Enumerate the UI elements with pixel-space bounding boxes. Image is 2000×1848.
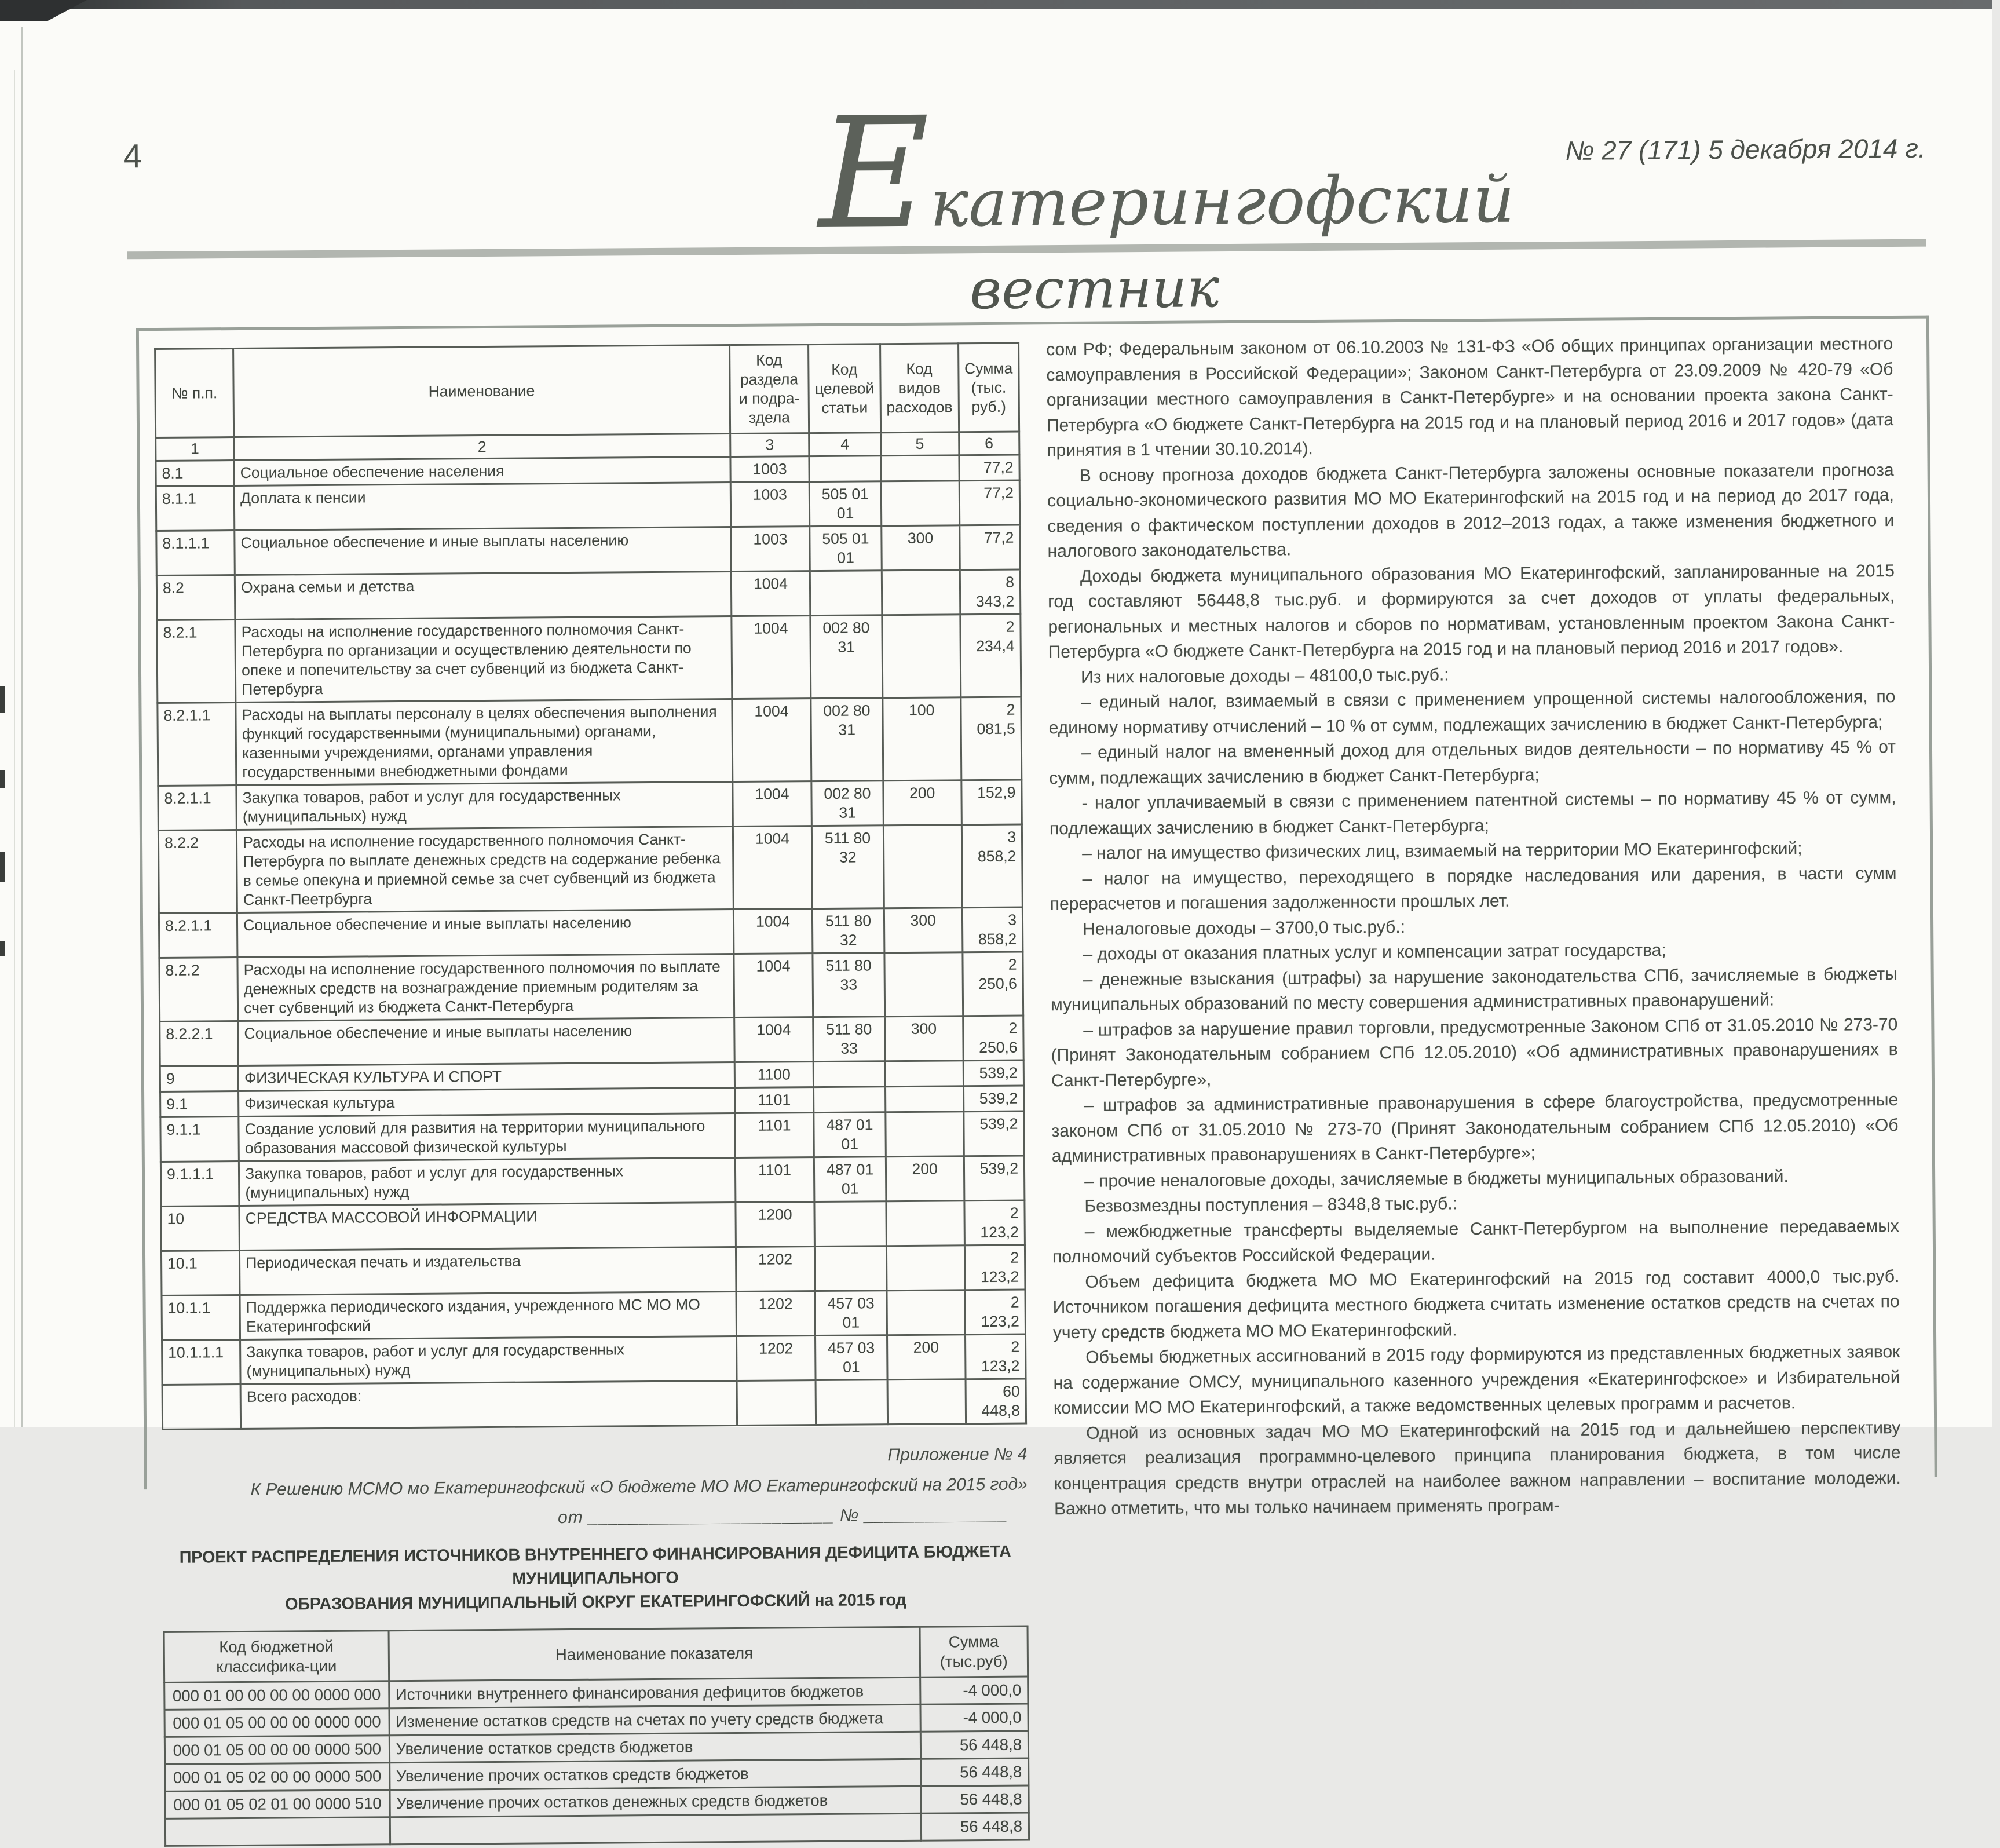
row-type-code-cell: 200 <box>883 780 961 826</box>
deficit-heading-line2: ОБРАЗОВАНИЯ МУНИЦИПАЛЬНЫЙ ОКРУГ ЕКАТЕРИНГОФСКИЙ на 2015 год <box>284 1590 906 1614</box>
table-row <box>161 1245 1025 1295</box>
paragraph: – единый налог на вмененный доход для отдельных видов деятельности – по нормативу 45 % от сумм, подлежащих зачислению в бюджет Санкт-Петербурга; <box>1049 737 1896 788</box>
article-column <box>1046 331 1901 1522</box>
row-indicator-name-cell: Увеличение остатков средств бюджетов <box>389 1732 920 1762</box>
row-amount-cell: 56 448,8 <box>921 1785 1029 1813</box>
row-type-code-cell <box>886 1246 965 1291</box>
row-amount-cell: 77,2 <box>959 480 1020 525</box>
paragraph: Безвозмездны поступления – 8348,8 тыс.руб.: <box>1084 1194 1458 1216</box>
row-amount-cell: 539,2 <box>963 1060 1024 1086</box>
row-indicator-name-cell: Увеличение прочих остатков средств бюджетов <box>389 1759 920 1789</box>
appendix-date-line: от ________________________ № ______________ <box>557 1504 1008 1528</box>
row-section-code-cell: 1101 <box>734 1087 814 1113</box>
left-column <box>154 342 1030 1847</box>
row-name-cell: Закупка товаров, работ и услуг для государственных (муниципальных) нужд <box>236 782 733 830</box>
row-article-code-cell: 002 80 31 <box>811 698 883 781</box>
row-type-code-cell <box>885 1061 963 1087</box>
row-indicator-name-cell: Увеличение прочих остатков денежных средств бюджетов <box>390 1786 921 1817</box>
row-number-cell: 8.1.1.1 <box>156 531 235 576</box>
paragraph: – штрафов за нарушение правил торговли, предусмотренные Законом СПб от 31.05.2010 № 273-70 (Принят Законодательным собранием СПб 12.05.2010) «Об административных правонарушениях в Санкт-Петербурге», <box>1051 1014 1898 1090</box>
row-amount-cell: 60 448,8 <box>966 1379 1026 1424</box>
row-name-cell: Социальное обеспечение и иные выплаты населению <box>235 527 731 575</box>
row-article-code-cell <box>809 456 881 482</box>
table-row <box>158 780 1022 830</box>
deficit-heading <box>163 1540 1029 1617</box>
row-name-cell: Поддержка периодического издания, учрежденного МС МО МО Екатерингофский <box>240 1292 736 1340</box>
row-name-cell: Расходы на исполнение государственного полномочия по выплате денежных средств на вознаграждение приемным родителям за счет субвенций из бюджета Санкт-Петербурга <box>237 954 734 1021</box>
row-amount-cell: 2 234,4 <box>960 614 1021 697</box>
row-section-code-cell: 1202 <box>736 1291 816 1336</box>
row-number-cell: 8.2 <box>156 575 235 620</box>
paragraph: – межбюджетные трансферты выделяемые Санкт-Петербургом на выполнение передаваемых полномочий субъектов Российской Федерации. <box>1052 1216 1899 1267</box>
table-row <box>161 1200 1025 1251</box>
row-number-cell: 8.2.2 <box>159 958 238 1022</box>
table-header-row <box>155 343 1019 437</box>
column-number: 3 <box>730 433 809 457</box>
paragraph: В основу прогноза доходов бюджета Санкт-Петербурга заложены основные показатели прогноза социально-экономического развития МО МО Екатерингофский на 2015 год и на период до 2017 года, сведения о фактическом поступлении доходов в 2012–2013 годах, а также изменения бюджетного и налогового законодательства. <box>1047 460 1895 561</box>
row-section-code-cell: 1004 <box>731 616 811 699</box>
row-number-cell: 8.2.2.1 <box>160 1021 239 1067</box>
row-classification-code-cell: 000 01 05 02 00 00 0000 500 <box>165 1763 390 1792</box>
row-amount-cell: 2 123,2 <box>964 1200 1025 1246</box>
row-section-code-cell: 1200 <box>736 1202 815 1247</box>
page-number: 4 <box>123 137 142 176</box>
row-number-cell: 9.1 <box>160 1091 239 1117</box>
row-type-code-cell <box>882 615 960 698</box>
table-row <box>159 952 1023 1021</box>
row-name-cell: Закупка товаров, работ и услуг для государственных (муниципальных) нужд <box>240 1336 737 1385</box>
row-name-cell: Доплата к пенсии <box>234 483 730 531</box>
row-number-cell <box>162 1384 241 1429</box>
table-row <box>165 1813 1029 1846</box>
row-article-code-cell <box>814 1201 886 1247</box>
row-name-cell: Создание условий для развития на территории муниципального образования массовой физической культуры <box>239 1113 735 1162</box>
table-row <box>160 1156 1025 1206</box>
row-name-cell: Социальное обеспечение населения <box>234 457 730 486</box>
paragraph: Доходы бюджета муниципального образования МО Екатерингофский, запланированные на 2015 год составляют 56448,8 тыс.руб. и формируются за счет доходов от уплаты федеральных, региональных и местных налогов и сборов по нормативам, установленным проектом Закона Санкт-Петербурга «О бюджете Санкт-Петербурга на 2015 год и на плановый период 2016 и 2017 годов». <box>1048 561 1895 662</box>
row-number-cell: 8.1.1 <box>156 486 235 531</box>
row-number-cell: 8.1 <box>156 461 234 487</box>
row-number-cell: 10.1 <box>161 1251 240 1296</box>
row-name-cell: Охрана семьи и детства <box>235 572 731 620</box>
row-article-code-cell: 002 80 31 <box>810 615 882 699</box>
row-type-code-cell <box>885 1086 963 1112</box>
row-article-code-cell: 511 80 33 <box>813 953 884 1017</box>
row-section-code-cell: 1003 <box>730 527 810 572</box>
table-row <box>162 1379 1026 1429</box>
row-name-cell: Расходы на исполнение государственного полномочия Санкт-Петербурга по выплате денежных средств на содержание ребенка в семье опекуна и приемной семье за счет субвенций из бюджета Санкт-Пеетрбурга <box>237 827 733 913</box>
appendix-label: Приложение № 4 <box>887 1444 1028 1465</box>
col-header-name: Наименование <box>233 345 730 437</box>
deficit-heading-line1: ПРОЕКТ РАСПРЕДЕЛЕНИЯ ИСТОЧНИКОВ ВНУТРЕННЕГО ФИНАНСИРОВАНИЯ ДЕФИЦИТА БЮДЖЕТА МУНИЦИПАЛЬНОГО <box>179 1542 1011 1588</box>
row-number-cell: 8.2.1.1 <box>159 913 237 958</box>
row-article-code-cell <box>816 1380 887 1425</box>
table-row <box>158 824 1022 913</box>
row-type-code-cell: 200 <box>887 1335 966 1380</box>
row-classification-code-cell: 000 01 00 00 00 00 0000 000 <box>164 1681 389 1710</box>
col-header-type: Код видов расходов <box>880 344 959 433</box>
row-section-code-cell: 1003 <box>730 456 810 483</box>
row-amount-cell: 77,2 <box>959 455 1020 481</box>
row-name-cell: СРЕДСТВА МАССОВОЙ ИНФОРМАЦИИ <box>239 1203 736 1251</box>
row-section-code-cell: 1004 <box>732 699 811 782</box>
paragraph: Объем дефицита бюджета МО МО Екатерингофский на 2015 год составит 4000,0 тыс.руб. Источником погашения дефицита местного бюджета считать изменение остатков средств на счетах по учету средств бюджета МО МО Екатерингофский. <box>1052 1266 1900 1342</box>
row-article-code-cell: 511 80 32 <box>813 908 884 954</box>
col-header-num: № п.п. <box>155 349 234 438</box>
table-row <box>156 569 1021 620</box>
row-type-code-cell <box>882 570 960 615</box>
col-header-indicator: Наименование показателя <box>389 1627 920 1681</box>
paragraph: сом РФ; Федеральным законом от 06.10.2003 № 131-ФЗ «Об общих принципах организации местного самоуправления в Российской Федерации»; Законом Санкт-Петербурга от 23.09.2009 № 420-79 «Об организации местного самоуправления в Санкт-Петербурге» и на основании проекта закона Санкт-Петербурга «О бюджете Санкт-Петербурга на 2015 год и на плановый период 2016 и 2017 годов» (дата принятия в 1 чтении 30.10.2014). <box>1046 334 1894 461</box>
row-number-cell: 10 <box>161 1206 240 1251</box>
paragraph: - налог уплачиваемый в связи с применением патентной системы – по нормативу 45 % от сумм, подлежащих зачислению в бюджет Санкт-Петербурга; <box>1049 788 1896 838</box>
row-type-code-cell <box>883 825 962 908</box>
row-amount-cell: 152,9 <box>961 780 1022 825</box>
row-amount-cell: -4 000,0 <box>920 1677 1028 1704</box>
row-amount-cell: 539,2 <box>964 1111 1025 1156</box>
appendix-reference: К Решению МСМО мо Екатерингофский «О бюджете МО МО Екатерингофский на 2015 год» <box>250 1474 1028 1499</box>
appendix-block <box>162 1440 1028 1536</box>
row-amount-cell: 2 123,2 <box>965 1334 1026 1379</box>
row-name-cell: Расходы на выплаты персоналу в целях обеспечения выполнения функций государственными (муниципальными) органами, казенными учреждениями, органами управления государственными внебюджетными фондами <box>236 699 732 786</box>
row-amount-cell: 8 343,2 <box>960 569 1021 615</box>
row-section-code-cell <box>737 1380 816 1426</box>
row-article-code-cell <box>814 1061 886 1087</box>
row-section-code-cell: 1101 <box>734 1113 814 1158</box>
row-section-code-cell: 1004 <box>734 1017 813 1062</box>
row-amount-cell: 2 081,5 <box>961 697 1022 780</box>
paragraph: Одной из основных задач МО МО Екатерингофский на 2015 год и дальнейшею перспективу является реализация программно-целевого принципа планирования бюджета, в том числе концентрация средств внутри отраслей на наиболее важном направлении – воспитание молодежи. Важно отметить, что мы только начинаем применять програм- <box>1054 1418 1901 1519</box>
row-type-code-cell: 100 <box>882 697 961 781</box>
row-amount-cell: 539,2 <box>963 1086 1024 1112</box>
row-section-code-cell: 1100 <box>734 1062 814 1088</box>
row-amount-cell: 56 448,8 <box>920 1731 1029 1759</box>
row-type-code-cell <box>887 1379 966 1425</box>
column-number: 5 <box>880 432 959 456</box>
column-number: 4 <box>809 433 881 456</box>
row-name-cell: Периодическая печать и издательства <box>240 1247 736 1295</box>
row-type-code-cell: 200 <box>886 1156 964 1201</box>
row-article-code-cell: 505 01 01 <box>810 481 882 527</box>
row-section-code-cell: 1004 <box>731 571 810 616</box>
row-classification-code-cell <box>165 1817 390 1846</box>
row-article-code-cell: 511 80 32 <box>812 826 884 909</box>
table-row <box>157 614 1021 703</box>
row-type-code-cell: 300 <box>884 1016 963 1061</box>
row-article-code-cell: 487 01 01 <box>814 1157 886 1202</box>
row-section-code-cell: 1004 <box>734 954 813 1018</box>
budget-expense-table <box>154 342 1027 1430</box>
row-number-cell: 10.1.1 <box>162 1295 240 1340</box>
col-header-article: Код целевой статьи <box>809 344 880 433</box>
paragraph: – единый налог, взимаемый в связи с применением упрощенной системы налогообложения, по единому нормативу отчислений – 10 % от сумм, подлежащих зачислению в бюджет Санкт-Петербурга; <box>1048 687 1896 737</box>
row-type-code-cell <box>885 1112 964 1157</box>
row-section-code-cell: 1101 <box>735 1157 814 1203</box>
table-row <box>160 1016 1024 1066</box>
row-classification-code-cell: 000 01 05 00 00 00 0000 500 <box>164 1736 389 1765</box>
row-name-cell: ФИЗИЧЕСКАЯ КУЛЬТУРА И СПОРТ <box>238 1062 734 1091</box>
table-header-row <box>164 1626 1028 1682</box>
row-amount-cell: 56 448,8 <box>920 1758 1029 1786</box>
column-number: 6 <box>959 432 1019 455</box>
row-indicator-name-cell: Источники внутреннего финансирования дефицитов бюджетов <box>389 1677 920 1708</box>
newspaper-title: Екатерингофский <box>817 85 1515 263</box>
row-type-code-cell <box>881 481 960 526</box>
row-section-code-cell: 1004 <box>733 909 813 954</box>
row-type-code-cell <box>884 952 963 1017</box>
row-number-cell: 10.1.1.1 <box>162 1339 241 1385</box>
row-name-cell: Закупка товаров, работ и услуг для государственных (муниципальных) нужд <box>239 1158 736 1206</box>
row-type-code-cell: 300 <box>884 908 963 953</box>
row-amount-cell: 2 123,2 <box>964 1245 1025 1290</box>
row-article-code-cell <box>810 571 882 616</box>
row-number-cell: 8.2.1 <box>157 620 236 703</box>
row-classification-code-cell: 000 01 05 02 01 00 0000 510 <box>165 1790 390 1819</box>
column-number: 1 <box>156 437 234 461</box>
table-row <box>162 1334 1026 1385</box>
row-article-code-cell <box>815 1246 887 1291</box>
row-indicator-name-cell: Изменение остатков средств на счетах по учету средств бюджета <box>389 1704 920 1735</box>
row-article-code-cell: 511 80 33 <box>813 1017 885 1062</box>
paragraph: Неналоговые доходы – 3700,0 тыс.руб.: <box>1083 917 1406 939</box>
col-header-amount: Сумма (тыс. руб.) <box>958 343 1019 432</box>
row-amount-cell: 56 448,8 <box>921 1813 1029 1840</box>
row-article-code-cell: 457 03 01 <box>816 1335 887 1380</box>
table-row <box>159 907 1023 958</box>
paragraph: – денежные взыскания (штрафы) за нарушение законодательства СПб, зачисляемые в бюджеты муниципальных образований по месту совершения административных правонарушений: <box>1050 964 1897 1015</box>
row-article-code-cell: 505 01 01 <box>810 526 882 571</box>
row-amount-cell: 2 250,6 <box>963 952 1023 1016</box>
paragraph: – налог на имущество, переходящего в порядке наследования или дарения, в части сумм перерасчетов и погашения задолженности прошлых лет. <box>1050 863 1897 914</box>
row-article-code-cell: 002 80 31 <box>811 781 883 826</box>
row-number-cell: 8.2.1.1 <box>158 703 236 786</box>
row-amount-cell: 2 123,2 <box>965 1290 1026 1335</box>
newspaper-subtitle: вестник <box>970 257 1220 322</box>
row-amount-cell: -4 000,0 <box>920 1704 1029 1732</box>
issue-date: № 27 (171) 5 декабря 2014 г. <box>1565 133 1926 166</box>
paragraph: – налог на имущество физических лиц, взимаемый на территории МО Екатерингофский; <box>1082 839 1802 863</box>
col-header-amount: Сумма (тыс.руб) <box>920 1626 1028 1677</box>
row-amount-cell: 3 858,2 <box>961 824 1022 908</box>
row-amount-cell: 2 250,6 <box>963 1016 1023 1061</box>
paragraph: – прочие неналоговые доходы, зачисляемые в бюджеты муниципальных образований. <box>1084 1166 1789 1191</box>
row-indicator-name-cell <box>390 1813 921 1844</box>
row-type-code-cell <box>887 1290 966 1335</box>
table-row <box>158 697 1022 786</box>
row-amount-cell: 77,2 <box>959 525 1020 570</box>
row-section-code-cell: 1003 <box>730 482 810 527</box>
row-section-code-cell: 1202 <box>736 1336 816 1381</box>
row-section-code-cell: 1004 <box>732 781 811 827</box>
table-row <box>162 1290 1026 1340</box>
row-classification-code-cell: 000 01 05 00 00 00 0000 000 <box>164 1708 389 1737</box>
row-number-cell: 9 <box>160 1066 238 1092</box>
row-article-code-cell <box>814 1087 886 1113</box>
paragraph: – доходы от оказания платных услуг и компенсации затрат государства; <box>1083 940 1666 964</box>
row-article-code-cell: 487 01 01 <box>814 1112 886 1157</box>
row-amount-cell: 539,2 <box>964 1156 1025 1201</box>
table-row <box>156 480 1020 531</box>
table-row <box>160 1111 1025 1162</box>
table-row <box>156 525 1021 575</box>
paragraph: – штрафов за административные правонарушения в сфере благоустройства, предусмотренные законом СПб от 31.05.2010 № 273-70 (Принят Законодательным собранием СПб 12.05.2010) «Об административных правонарушениях в Санкт-Петербурге»; <box>1051 1090 1899 1166</box>
paragraph: Из них налоговые доходы – 48100,0 тыс.руб.: <box>1080 664 1449 687</box>
row-section-code-cell: 1004 <box>733 826 813 910</box>
row-number-cell: 8.2.1.1 <box>158 786 237 831</box>
content-box <box>136 316 1937 1836</box>
row-number-cell: 9.1.1.1 <box>160 1162 239 1207</box>
col-header-section: Код раздела и подра-здела <box>729 345 809 434</box>
row-type-code-cell <box>886 1201 965 1246</box>
row-number-cell: 9.1.1 <box>160 1117 239 1162</box>
deficit-sources-table <box>163 1626 1030 1847</box>
row-type-code-cell <box>881 455 959 481</box>
row-name-cell: Физическая культура <box>239 1088 735 1117</box>
row-number-cell: 8.2.2 <box>158 830 237 914</box>
row-name-cell: Всего расходов: <box>240 1381 737 1429</box>
column-number: 2 <box>234 434 730 461</box>
row-name-cell: Расходы на исполнение государственного полномочия Санкт-Петербурга по организации и осуществлению деятельности по опеке и попечительству за счет субвенций из бюджета Санкт-Петербурга <box>235 616 732 703</box>
col-header-code: Код бюджетной классифика-ции <box>164 1631 389 1683</box>
row-section-code-cell: 1202 <box>736 1247 815 1292</box>
row-amount-cell: 3 858,2 <box>962 907 1023 952</box>
row-article-code-cell: 457 03 01 <box>815 1291 887 1336</box>
paragraph: Объемы бюджетных ассигнований в 2015 году формируются из представленных бюджетных заявок на содержание ОМСУ, муниципального казенного учреждения «Екатерингофское» и Избирательной комиссии МО МО Екатерингофский, а также ведомственных целевых программ и расчетов. <box>1053 1342 1900 1418</box>
row-name-cell: Социальное обеспечение и иные выплаты населению <box>237 910 734 958</box>
row-type-code-cell: 300 <box>881 525 960 571</box>
row-name-cell: Социальное обеспечение и иные выплаты населению <box>238 1018 734 1066</box>
